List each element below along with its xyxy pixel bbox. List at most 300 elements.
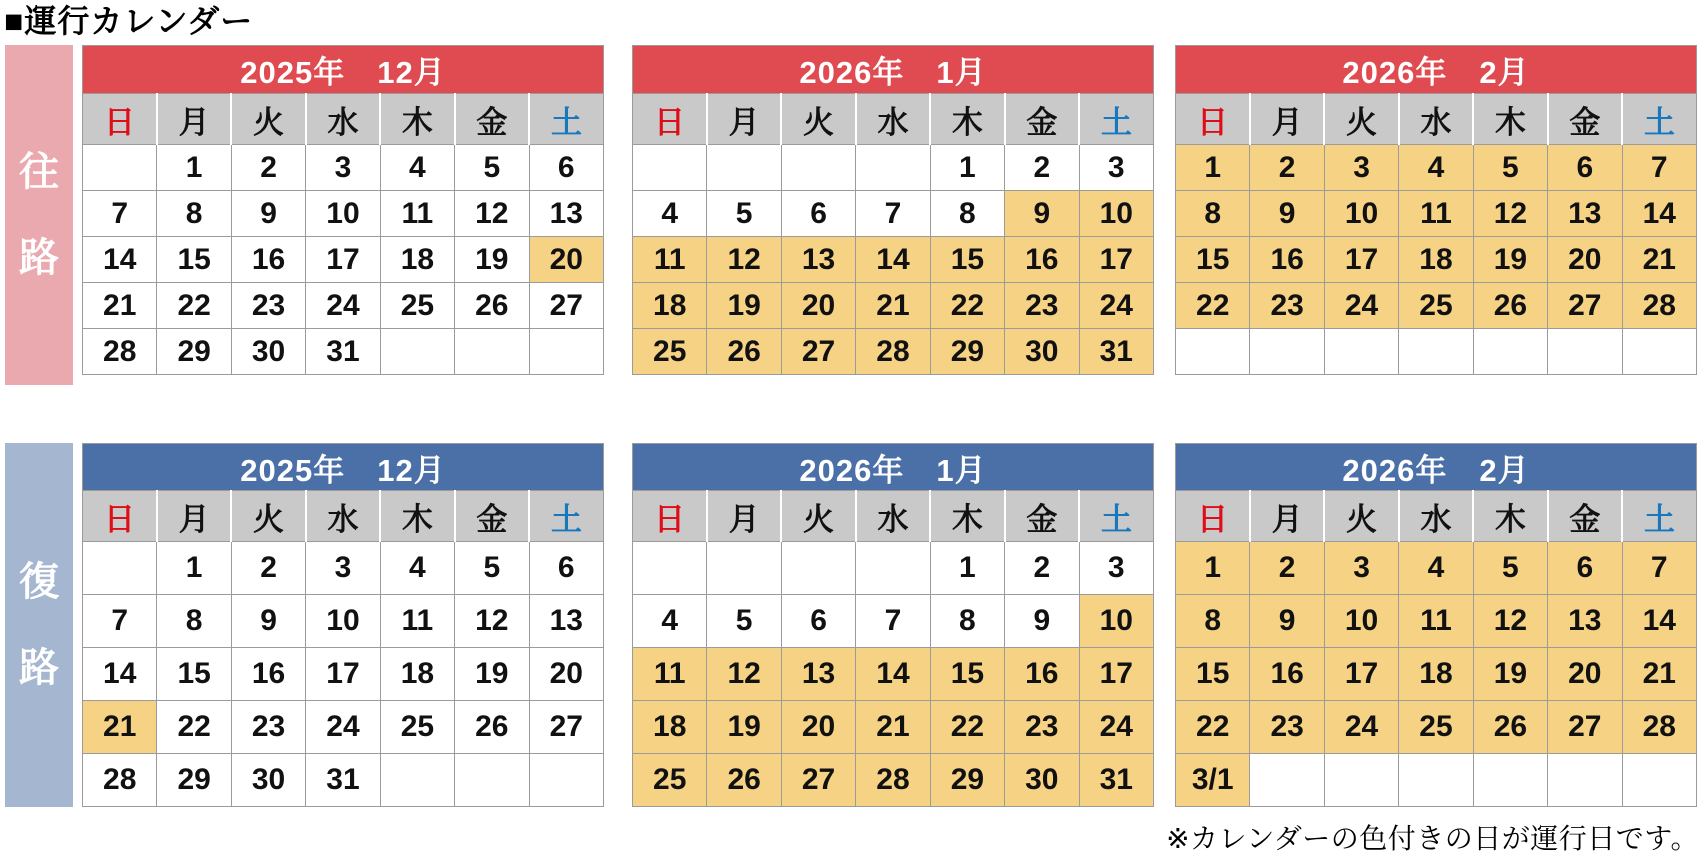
date-cell — [1622, 754, 1696, 807]
weekday-header: 土 — [529, 94, 603, 145]
date-cell: 31 — [306, 329, 380, 375]
date-cell: 13 — [1548, 191, 1622, 237]
date-cell — [707, 145, 781, 191]
date-cell: 15 — [157, 648, 231, 701]
date-cell: 20 — [1548, 648, 1622, 701]
date-cell: 30 — [1005, 329, 1079, 375]
date-cell: 12 — [707, 648, 781, 701]
date-cell: 21 — [1622, 648, 1696, 701]
date-cell: 12 — [455, 191, 529, 237]
date-cell: 25 — [380, 283, 454, 329]
date-cell: 9 — [1005, 595, 1079, 648]
week-row — [633, 237, 1154, 283]
weekday-header: 木 — [380, 94, 454, 145]
week-row — [83, 648, 604, 701]
date-cell — [380, 754, 454, 807]
date-cell: 3 — [1079, 542, 1153, 595]
week-row — [633, 648, 1154, 701]
date-cell: 9 — [231, 595, 305, 648]
week-row — [633, 754, 1154, 807]
week-row — [633, 191, 1154, 237]
date-cell: 22 — [1176, 283, 1250, 329]
date-cell: 12 — [455, 595, 529, 648]
date-cell: 7 — [856, 595, 930, 648]
date-cell: 22 — [157, 701, 231, 754]
date-cell: 20 — [529, 237, 603, 283]
week-row — [83, 595, 604, 648]
weekday-header: 火 — [1324, 491, 1398, 542]
date-cell: 1 — [157, 145, 231, 191]
date-cell: 17 — [1324, 648, 1398, 701]
weekday-header: 木 — [380, 491, 454, 542]
date-cell: 14 — [1622, 191, 1696, 237]
calendar-title: 2026年 2月 — [1176, 46, 1697, 94]
date-cell — [1250, 754, 1324, 807]
weekday-header: 火 — [1324, 94, 1398, 145]
date-cell: 17 — [306, 237, 380, 283]
date-cell: 11 — [1399, 191, 1473, 237]
week-row — [1176, 145, 1697, 191]
footnote: ※カレンダーの色付きの日が運行日です。 — [1166, 823, 1699, 854]
date-cell: 1 — [1176, 145, 1250, 191]
date-cell — [1399, 329, 1473, 375]
date-cell — [1473, 329, 1547, 375]
date-cell — [856, 542, 930, 595]
week-row — [633, 542, 1154, 595]
date-cell: 1 — [930, 145, 1004, 191]
week-row — [83, 329, 604, 375]
date-cell: 4 — [1399, 145, 1473, 191]
week-row — [1176, 329, 1697, 375]
date-cell: 2 — [1250, 542, 1324, 595]
week-row — [1176, 754, 1697, 807]
date-cell: 26 — [455, 283, 529, 329]
date-cell: 11 — [633, 237, 707, 283]
date-cell: 26 — [1473, 283, 1547, 329]
weekday-header: 木 — [1473, 491, 1547, 542]
date-cell: 25 — [380, 701, 454, 754]
date-cell: 10 — [1079, 191, 1153, 237]
weekday-header: 火 — [781, 491, 855, 542]
date-cell: 27 — [529, 701, 603, 754]
weekday-header: 金 — [1548, 94, 1622, 145]
date-cell: 22 — [930, 283, 1004, 329]
calendar-title: 2026年 2月 — [1176, 444, 1697, 491]
date-cell: 2 — [231, 542, 305, 595]
date-cell: 3 — [1079, 145, 1153, 191]
date-cell: 15 — [1176, 237, 1250, 283]
date-cell: 2 — [231, 145, 305, 191]
weekday-header: 金 — [455, 94, 529, 145]
date-cell: 20 — [1548, 237, 1622, 283]
date-cell: 20 — [781, 283, 855, 329]
weekday-header: 土 — [529, 491, 603, 542]
date-cell: 14 — [1622, 595, 1696, 648]
date-cell: 22 — [157, 283, 231, 329]
date-cell: 16 — [1250, 237, 1324, 283]
date-cell: 13 — [1548, 595, 1622, 648]
weekday-header: 火 — [231, 491, 305, 542]
week-row — [1176, 595, 1697, 648]
date-cell: 25 — [1399, 701, 1473, 754]
date-cell: 19 — [707, 283, 781, 329]
date-cell: 7 — [83, 191, 157, 237]
date-cell: 3 — [306, 542, 380, 595]
date-cell: 27 — [781, 754, 855, 807]
weekday-header: 水 — [306, 491, 380, 542]
date-cell: 18 — [380, 237, 454, 283]
weekday-header: 金 — [1548, 491, 1622, 542]
date-cell — [1473, 754, 1547, 807]
date-cell: 20 — [529, 648, 603, 701]
date-cell — [1622, 329, 1696, 375]
weekday-header: 月 — [157, 491, 231, 542]
date-cell: 4 — [633, 595, 707, 648]
date-cell: 16 — [1005, 237, 1079, 283]
date-cell: 8 — [1176, 191, 1250, 237]
date-cell: 8 — [157, 191, 231, 237]
weekday-header: 水 — [856, 491, 930, 542]
date-cell: 28 — [856, 329, 930, 375]
date-cell: 16 — [1250, 648, 1324, 701]
date-cell: 9 — [1250, 595, 1324, 648]
date-cell: 25 — [633, 754, 707, 807]
date-cell: 26 — [455, 701, 529, 754]
date-cell: 14 — [856, 648, 930, 701]
weekday-header: 土 — [1622, 94, 1696, 145]
date-cell: 25 — [633, 329, 707, 375]
route-label-char: 路 — [19, 236, 59, 280]
date-cell — [633, 542, 707, 595]
calendar-title: 2025年 12月 — [83, 46, 604, 94]
date-cell: 13 — [529, 191, 603, 237]
date-cell: 4 — [380, 542, 454, 595]
date-cell: 14 — [83, 237, 157, 283]
date-cell: 23 — [1250, 701, 1324, 754]
date-cell: 21 — [83, 283, 157, 329]
date-cell — [1548, 329, 1622, 375]
weekday-header: 水 — [1399, 491, 1473, 542]
date-cell: 8 — [157, 595, 231, 648]
date-cell: 24 — [306, 283, 380, 329]
date-cell: 10 — [1079, 595, 1153, 648]
date-cell — [1324, 754, 1398, 807]
weekday-header: 月 — [157, 94, 231, 145]
date-cell: 28 — [856, 754, 930, 807]
week-row — [83, 283, 604, 329]
week-row — [83, 191, 604, 237]
week-row — [83, 701, 604, 754]
weekday-header: 火 — [781, 94, 855, 145]
date-cell: 15 — [930, 237, 1004, 283]
weekday-header: 日 — [1176, 94, 1250, 145]
date-cell: 21 — [83, 701, 157, 754]
date-cell: 30 — [1005, 754, 1079, 807]
date-cell: 31 — [306, 754, 380, 807]
date-cell: 11 — [633, 648, 707, 701]
date-cell: 17 — [1324, 237, 1398, 283]
week-row — [83, 145, 604, 191]
date-cell: 8 — [1176, 595, 1250, 648]
date-cell: 29 — [930, 329, 1004, 375]
date-cell: 19 — [1473, 648, 1547, 701]
date-cell: 3 — [306, 145, 380, 191]
date-cell: 18 — [633, 283, 707, 329]
date-cell: 29 — [930, 754, 1004, 807]
date-cell: 6 — [529, 542, 603, 595]
date-cell: 8 — [930, 191, 1004, 237]
calendar-title: 2025年 12月 — [83, 444, 604, 491]
calendar-title: 2026年 1月 — [633, 444, 1154, 491]
date-cell: 23 — [1250, 283, 1324, 329]
date-cell: 11 — [1399, 595, 1473, 648]
date-cell — [83, 542, 157, 595]
calendar-title: 2026年 1月 — [633, 46, 1154, 94]
week-row — [1176, 542, 1697, 595]
weekday-header: 水 — [1399, 94, 1473, 145]
date-cell — [1176, 329, 1250, 375]
week-row — [83, 542, 604, 595]
date-cell: 11 — [380, 595, 454, 648]
date-cell: 6 — [781, 595, 855, 648]
weekday-header: 月 — [707, 94, 781, 145]
date-cell: 4 — [1399, 542, 1473, 595]
date-cell: 22 — [930, 701, 1004, 754]
date-cell — [1548, 754, 1622, 807]
date-cell: 30 — [231, 754, 305, 807]
date-cell: 2 — [1250, 145, 1324, 191]
weekday-header: 日 — [633, 94, 707, 145]
date-cell: 26 — [707, 754, 781, 807]
date-cell: 21 — [856, 283, 930, 329]
date-cell: 17 — [1079, 237, 1153, 283]
date-cell: 16 — [231, 237, 305, 283]
date-cell: 17 — [306, 648, 380, 701]
date-cell: 21 — [856, 701, 930, 754]
return-calendar-1 — [82, 443, 604, 807]
date-cell: 6 — [781, 191, 855, 237]
outbound-calendar-3 — [1175, 45, 1697, 375]
weekday-header: 日 — [83, 94, 157, 145]
date-cell: 23 — [1005, 283, 1079, 329]
weekday-header: 月 — [1250, 491, 1324, 542]
date-cell: 15 — [157, 237, 231, 283]
date-cell: 6 — [529, 145, 603, 191]
date-cell: 23 — [1005, 701, 1079, 754]
weekday-header: 月 — [707, 491, 781, 542]
outbound-route-label — [5, 45, 73, 385]
week-row — [1176, 648, 1697, 701]
date-cell: 24 — [1079, 283, 1153, 329]
date-cell: 22 — [1176, 701, 1250, 754]
date-cell: 15 — [930, 648, 1004, 701]
weekday-header: 木 — [930, 491, 1004, 542]
date-cell: 7 — [856, 191, 930, 237]
weekday-header: 月 — [1250, 94, 1324, 145]
week-row — [633, 283, 1154, 329]
date-cell: 26 — [707, 329, 781, 375]
date-cell: 1 — [1176, 542, 1250, 595]
return-calendar-3 — [1175, 443, 1697, 807]
date-cell: 7 — [1622, 145, 1696, 191]
date-cell: 30 — [231, 329, 305, 375]
date-cell: 31 — [1079, 329, 1153, 375]
date-cell: 19 — [455, 648, 529, 701]
weekday-header: 土 — [1079, 94, 1153, 145]
date-cell: 4 — [633, 191, 707, 237]
date-cell: 21 — [1622, 237, 1696, 283]
date-cell: 2 — [1005, 145, 1079, 191]
weekday-header: 日 — [83, 491, 157, 542]
date-cell: 28 — [1622, 283, 1696, 329]
date-cell: 5 — [707, 595, 781, 648]
date-cell: 11 — [380, 191, 454, 237]
date-cell: 17 — [1079, 648, 1153, 701]
week-row — [83, 754, 604, 807]
route-label-char: 往 — [19, 150, 59, 194]
date-cell — [633, 145, 707, 191]
date-cell: 24 — [1324, 701, 1398, 754]
route-label-char: 復 — [19, 560, 59, 604]
weekday-header: 日 — [633, 491, 707, 542]
return-route-label — [5, 443, 73, 807]
date-cell: 12 — [707, 237, 781, 283]
outbound-section — [0, 45, 1704, 385]
date-cell — [856, 145, 930, 191]
date-cell: 4 — [380, 145, 454, 191]
date-cell: 29 — [157, 329, 231, 375]
date-cell: 27 — [781, 329, 855, 375]
date-cell: 29 — [157, 754, 231, 807]
outbound-calendar-1 — [82, 45, 604, 375]
weekday-header: 水 — [306, 94, 380, 145]
week-row — [83, 237, 604, 283]
date-cell — [1250, 329, 1324, 375]
week-row — [1176, 191, 1697, 237]
weekday-header: 土 — [1079, 491, 1153, 542]
date-cell: 18 — [633, 701, 707, 754]
date-cell: 7 — [1622, 542, 1696, 595]
date-cell: 5 — [707, 191, 781, 237]
weekday-header: 木 — [930, 94, 1004, 145]
date-cell: 26 — [1473, 701, 1547, 754]
weekday-header: 水 — [856, 94, 930, 145]
date-cell: 5 — [455, 542, 529, 595]
date-cell: 25 — [1399, 283, 1473, 329]
date-cell: 10 — [306, 595, 380, 648]
date-cell — [707, 542, 781, 595]
date-cell — [455, 754, 529, 807]
date-cell — [455, 329, 529, 375]
date-cell — [1399, 754, 1473, 807]
date-cell: 18 — [380, 648, 454, 701]
date-cell: 10 — [1324, 595, 1398, 648]
weekday-header: 金 — [1005, 491, 1079, 542]
date-cell: 23 — [231, 701, 305, 754]
date-cell: 27 — [1548, 701, 1622, 754]
date-cell: 13 — [781, 648, 855, 701]
week-row — [633, 701, 1154, 754]
date-cell: 18 — [1399, 237, 1473, 283]
weekday-header: 土 — [1622, 491, 1696, 542]
date-cell: 10 — [1324, 191, 1398, 237]
date-cell — [1324, 329, 1398, 375]
date-cell: 16 — [231, 648, 305, 701]
page-title: ■運行カレンダー — [4, 3, 254, 39]
date-cell: 16 — [1005, 648, 1079, 701]
date-cell: 3/1 — [1176, 754, 1250, 807]
date-cell — [83, 145, 157, 191]
weekday-header: 木 — [1473, 94, 1547, 145]
date-cell: 13 — [781, 237, 855, 283]
date-cell: 3 — [1324, 145, 1398, 191]
date-cell: 19 — [455, 237, 529, 283]
date-cell: 14 — [856, 237, 930, 283]
date-cell: 24 — [306, 701, 380, 754]
date-cell: 15 — [1176, 648, 1250, 701]
route-label-char: 路 — [19, 646, 59, 690]
return-section — [0, 443, 1704, 807]
date-cell: 1 — [930, 542, 1004, 595]
date-cell: 6 — [1548, 145, 1622, 191]
weekday-header: 日 — [1176, 491, 1250, 542]
weekday-header: 火 — [231, 94, 305, 145]
outbound-calendar-2 — [632, 45, 1154, 375]
date-cell — [380, 329, 454, 375]
date-cell: 9 — [1005, 191, 1079, 237]
date-cell: 12 — [1473, 191, 1547, 237]
week-row — [1176, 701, 1697, 754]
weekday-header: 金 — [455, 491, 529, 542]
date-cell: 23 — [231, 283, 305, 329]
date-cell: 6 — [1548, 542, 1622, 595]
date-cell: 28 — [83, 329, 157, 375]
week-row — [633, 595, 1154, 648]
week-row — [1176, 283, 1697, 329]
date-cell: 2 — [1005, 542, 1079, 595]
date-cell: 24 — [1079, 701, 1153, 754]
week-row — [633, 145, 1154, 191]
date-cell: 9 — [231, 191, 305, 237]
week-row — [633, 329, 1154, 375]
week-row — [1176, 237, 1697, 283]
date-cell: 20 — [781, 701, 855, 754]
date-cell: 13 — [529, 595, 603, 648]
date-cell: 10 — [306, 191, 380, 237]
date-cell: 27 — [529, 283, 603, 329]
date-cell: 14 — [83, 648, 157, 701]
date-cell: 28 — [83, 754, 157, 807]
date-cell: 1 — [157, 542, 231, 595]
date-cell: 8 — [930, 595, 1004, 648]
date-cell: 27 — [1548, 283, 1622, 329]
date-cell: 24 — [1324, 283, 1398, 329]
date-cell: 31 — [1079, 754, 1153, 807]
date-cell: 5 — [1473, 145, 1547, 191]
date-cell: 28 — [1622, 701, 1696, 754]
date-cell: 5 — [455, 145, 529, 191]
date-cell — [529, 329, 603, 375]
date-cell — [781, 542, 855, 595]
date-cell: 12 — [1473, 595, 1547, 648]
date-cell — [529, 754, 603, 807]
date-cell: 18 — [1399, 648, 1473, 701]
date-cell: 5 — [1473, 542, 1547, 595]
date-cell: 19 — [1473, 237, 1547, 283]
date-cell: 3 — [1324, 542, 1398, 595]
date-cell: 19 — [707, 701, 781, 754]
date-cell: 7 — [83, 595, 157, 648]
